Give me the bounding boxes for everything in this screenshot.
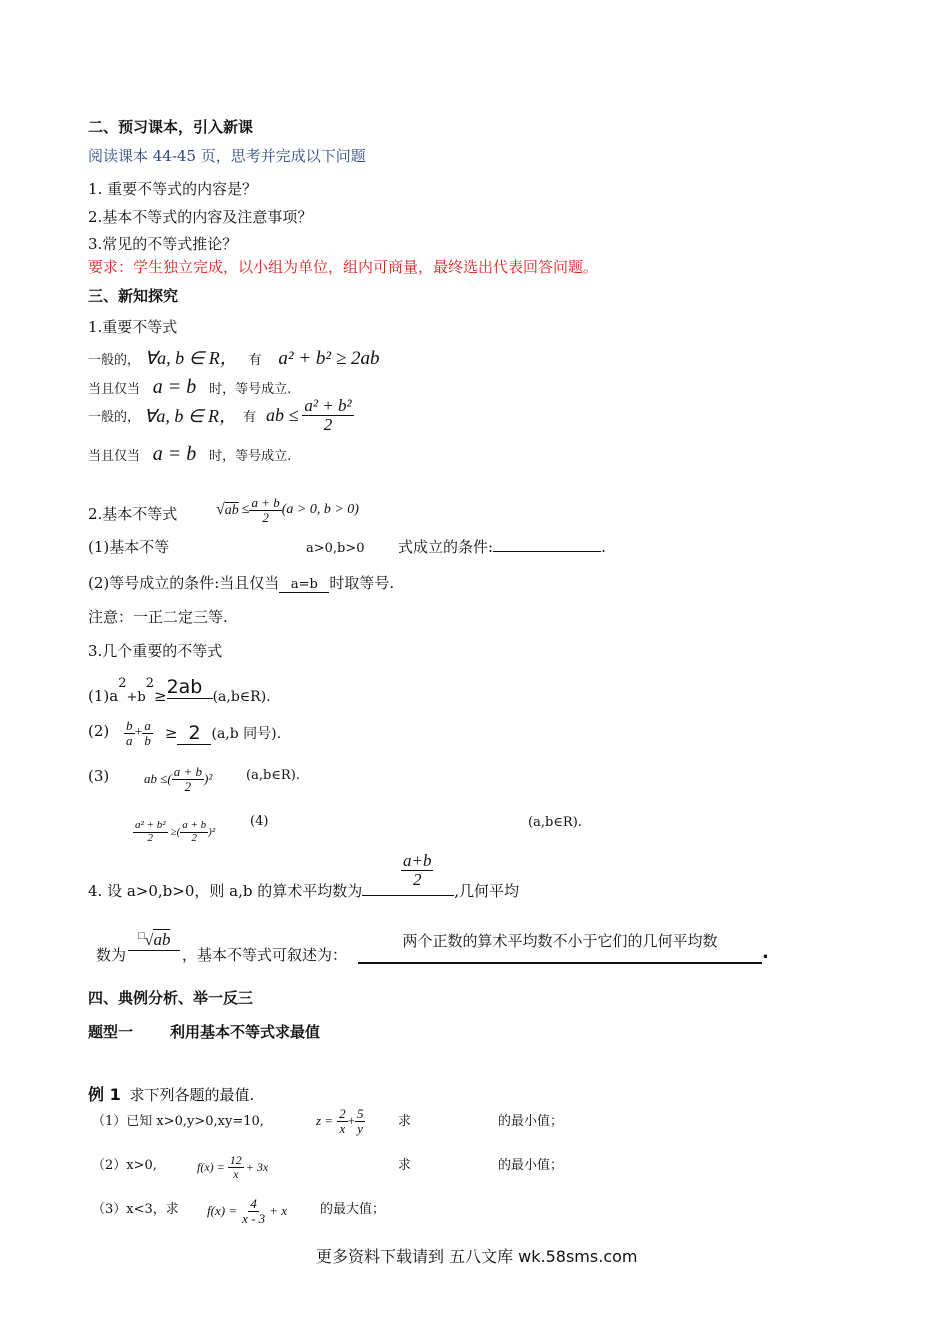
- exercise-2-qiu: 求: [398, 1158, 412, 1173]
- z-equals: z =: [316, 1113, 334, 1129]
- fraction-a2b2-over-2: [133, 820, 168, 844]
- a-equals-b-2: a = b: [152, 443, 197, 465]
- fraction-12-over-x: [228, 1154, 244, 1180]
- inequality-item-2-label: (2): [88, 722, 110, 740]
- fraction-a2b2-over-2: [302, 397, 353, 434]
- plus-b: +b: [126, 690, 146, 705]
- forall-expression-2: ∀a, b ∈ R，: [144, 406, 238, 427]
- fraction-4-over-x-3: [240, 1197, 267, 1225]
- plus-x: + x: [269, 1203, 287, 1219]
- iff-text: 当且仅当: [88, 382, 141, 397]
- fraction-2-over-x: [337, 1107, 348, 1135]
- fraction-denominator: y: [357, 1120, 364, 1136]
- exercise-1-condition: （1）已知 x>0,y>0,xy=10,: [92, 1114, 264, 1129]
- close-paren-squared: )²: [208, 826, 216, 839]
- statement-line-2: [88, 397, 354, 434]
- blank-line: [493, 537, 601, 552]
- fraction-denominator: 2: [323, 414, 333, 434]
- equal-holds-text-2: 时，等号成立.: [209, 449, 292, 464]
- geometric-mean-answer: [128, 930, 180, 951]
- fraction-denominator: 2: [262, 509, 269, 525]
- fraction-apb-over-2: [172, 765, 204, 793]
- condition-1-right: [398, 536, 606, 557]
- fraction-numerator: a+b: [403, 851, 432, 870]
- plus-sign: +: [134, 725, 143, 741]
- fraction-numerator: 4: [250, 1196, 257, 1211]
- fraction-apb-over-2: [180, 820, 208, 844]
- item-4-label: (4): [250, 814, 269, 829]
- plus-sign: +: [347, 1113, 355, 1129]
- root-ab: ab: [153, 930, 171, 949]
- requirement-note: 要求：学生独立完成，以小组为单位，组内可商量，最终选出代表回答问题。: [88, 258, 599, 276]
- ab-le-paren: ab ≤(: [144, 771, 172, 787]
- ge-sign: ≥: [153, 687, 167, 705]
- you-text-2: 有: [243, 409, 257, 425]
- inequality-item-3-label: (3): [88, 767, 110, 785]
- basic-inequality-title: 2.基本不等式: [88, 505, 178, 523]
- sup-2: 2: [118, 676, 127, 691]
- statement-answer-line: [358, 930, 762, 964]
- section-heading-2: 二、预习课本，引入新课: [88, 118, 254, 136]
- mean-statement-right: ,几何平均: [454, 882, 520, 900]
- sqrt-ab: ab: [224, 502, 239, 518]
- fraction-numerator: a + b: [251, 495, 280, 510]
- question-3: 3.常见的不等式推论？: [88, 235, 238, 253]
- condition-1-left: (1)基本不等: [88, 538, 170, 556]
- statement-line-1: [88, 344, 380, 370]
- general-text: 一般的，: [88, 353, 141, 368]
- fraction-numerator: a: [144, 718, 151, 733]
- equality-condition-1: [88, 376, 291, 399]
- fraction-numerator: 12: [229, 1153, 242, 1167]
- a-equals-b: a = b: [152, 376, 197, 398]
- question-2: 2.基本不等式的内容及注意事项？: [88, 208, 313, 226]
- ge-sign: ≥: [164, 724, 178, 743]
- fraction-numerator: a² + b²: [304, 396, 352, 415]
- le-sign: ≤: [241, 502, 250, 518]
- item-1-condition: (a,b∈R).: [212, 689, 271, 705]
- item-4-condition: (a,b∈R).: [528, 815, 582, 830]
- exercise-2-condition: （2）x>0,: [92, 1158, 157, 1173]
- inequality-item-3-formula: [144, 765, 212, 793]
- fraction-a-over-b: [142, 719, 153, 747]
- exercise-3-target: 的最大值；: [320, 1202, 386, 1217]
- fraction-numerator: a + b: [173, 764, 202, 779]
- item-1-fill: 2ab: [167, 676, 213, 699]
- close-paren-squared: )²: [204, 771, 213, 787]
- fraction-denominator: a: [126, 732, 133, 748]
- question-1: 1. 重要不等式的内容是？: [88, 180, 258, 198]
- geometric-mean-left: 数为: [96, 946, 127, 964]
- condition-2-right: 时取等号.: [329, 574, 395, 592]
- you-text: 有: [248, 353, 262, 368]
- item-2-fill: 2: [177, 722, 211, 745]
- fraction-numerator: a² + b²: [135, 819, 166, 831]
- exercise-2-formula: [197, 1154, 268, 1180]
- condition-paren: (a > 0, b > 0): [281, 502, 359, 518]
- condition-2-left: (2)等号成立的条件:当且仅当: [88, 574, 280, 592]
- fraction-denominator: 2: [191, 831, 197, 844]
- blank-line: [128, 930, 180, 951]
- fraction-denominator: 2: [184, 778, 192, 794]
- note: 注意：一正二定三等.: [88, 608, 228, 626]
- root-sign: √: [144, 932, 154, 949]
- arithmetic-mean-answer: [401, 852, 433, 889]
- item-1-label: (1)a: [88, 687, 119, 705]
- statement-answer: 两个正数的算术平均数不小于它们的几何平均数: [402, 932, 718, 950]
- footer-link[interactable]: 更多资料下载请到 五八文库 wk.58sms.com: [316, 1247, 638, 1266]
- section-heading-4: 四、典例分析、举一反三: [88, 989, 254, 1007]
- plus-3x: + 3x: [245, 1159, 269, 1174]
- problem-type-label: 题型一: [88, 1023, 134, 1041]
- period: .: [601, 538, 606, 556]
- ab-le: ab ≤: [266, 404, 299, 425]
- exercise-2-target: 的最小值；: [498, 1158, 564, 1173]
- fraction-denominator: x - 3: [242, 1210, 266, 1226]
- several-inequalities-title: 3.几个重要的不等式: [88, 642, 223, 660]
- example-text: 求下列各题的最值.: [129, 1086, 255, 1104]
- fraction-b-over-a: [124, 719, 135, 747]
- inequality-a2b2: a² + b² ≥ 2ab: [278, 348, 380, 369]
- item-2-condition: (a,b 同号).: [211, 726, 282, 743]
- exercise-1-qiu: 求: [398, 1114, 412, 1129]
- f-of-x: f(x) =: [197, 1159, 225, 1174]
- fraction-numerator: b: [126, 718, 133, 733]
- exercise-1-formula: [316, 1107, 365, 1135]
- equality-condition-2: [88, 443, 291, 466]
- item-3-condition: (a,b∈R).: [246, 768, 300, 783]
- iff-text-2: 当且仅当: [88, 449, 141, 464]
- inequality-item-4-formula: [133, 820, 215, 844]
- exercise-3-formula: [207, 1197, 287, 1225]
- fraction-numerator: 2: [339, 1106, 346, 1121]
- sup-2b: 2: [145, 676, 154, 691]
- fraction-denominator: x: [233, 1166, 239, 1181]
- reading-instruction: 阅读课本 44-45 页，思考并完成以下问题: [88, 147, 366, 165]
- fraction-5-over-y: [355, 1107, 366, 1135]
- inequality-item-2-formula: [124, 719, 281, 747]
- fraction-apb-over-2: [249, 496, 281, 524]
- condition-2-fill: a=b: [279, 577, 329, 593]
- root-index: □: [138, 930, 145, 942]
- fraction-numerator: 5: [356, 1106, 364, 1121]
- forall-expression: ∀a, b ∈ R，: [144, 348, 238, 368]
- fraction-numerator: a + b: [182, 819, 207, 831]
- general-text-2: 一般的，: [88, 409, 141, 425]
- inequality-item-1: [88, 676, 271, 705]
- condition-1-fill: a>0,b>0: [306, 541, 365, 556]
- geometric-mean-mid: ，基本不等式可叙述为：: [182, 946, 348, 964]
- ge-paren: ≥(: [170, 826, 181, 839]
- problem-type-title: 利用基本不等式求最值: [170, 1023, 321, 1041]
- example-label: 例 1: [88, 1085, 121, 1104]
- fraction-denominator: x: [339, 1120, 346, 1136]
- fraction-denominator: b: [144, 732, 151, 748]
- section-heading-3: 三、新知探究: [88, 287, 179, 305]
- condition-1-label: 式成立的条件:: [398, 538, 494, 556]
- exercise-1-target: 的最小值；: [498, 1114, 564, 1129]
- fraction-denominator: 2: [147, 831, 154, 844]
- final-period: .: [762, 942, 769, 963]
- fraction-denominator: 2: [412, 869, 422, 889]
- important-inequality-title: 1.重要不等式: [88, 318, 178, 336]
- mean-statement: [88, 880, 519, 901]
- mean-statement-left: 4. 设 a>0,b>0，则 a,b 的算术平均数为: [88, 882, 363, 900]
- f-of-x: f(x) =: [207, 1203, 238, 1219]
- sqrt-sign: √: [216, 501, 225, 519]
- equal-holds-text: 时，等号成立.: [209, 382, 292, 397]
- example-1-heading: [88, 1082, 254, 1105]
- basic-inequality-formula: [216, 496, 359, 524]
- condition-2: [88, 572, 394, 593]
- exercise-3-condition: （3）x<3，求: [92, 1202, 179, 1217]
